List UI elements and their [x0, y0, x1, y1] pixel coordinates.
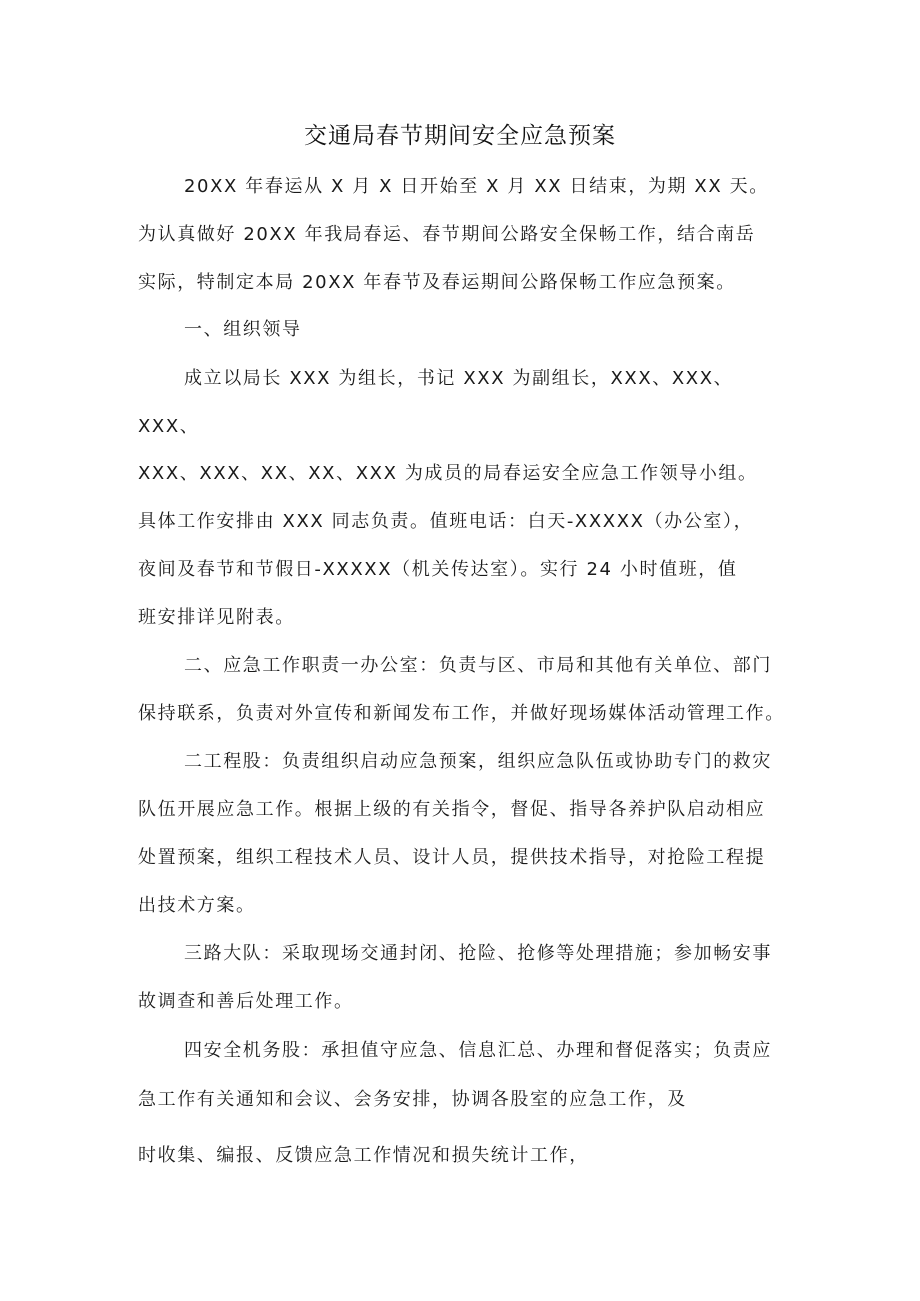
paragraph-line: 二工程股：负责组织启动应急预案，组织应急队伍或协助专门的救灾: [184, 751, 772, 772]
paragraph-line: 班安排详见附表。: [138, 607, 295, 628]
paragraph-line: XXX、XXX、XX、XX、XXX 为成员的局春运安全应急工作领导小组。: [138, 463, 758, 484]
section-heading: 一、组织领导: [184, 319, 302, 340]
paragraph-line: 夜间及春节和节假日-XXXXX（机关传达室）。实行 24 小时值班，值: [138, 559, 738, 580]
paragraph-line: 保持联系，负责对外宣传和新闻发布工作，并做好现场媒体活动管理工作。: [138, 703, 785, 724]
paragraph-line: XXX、: [138, 416, 200, 437]
paragraph-line: 实际，特制定本局 20XX 年春节及春运期间公路保畅工作应急预案。: [138, 272, 736, 293]
paragraph-line: 时收集、编报、反馈应急工作情况和损失统计工作，: [138, 1145, 589, 1166]
paragraph-line: 成立以局长 XXX 为组长，书记 XXX 为副组长，XXX、XXX、: [184, 368, 734, 389]
paragraph-line: 四安全机务股：承担值守应急、信息汇总、办理和督促落实；负责应: [184, 1040, 772, 1061]
paragraph-line: 出技术方案。: [138, 895, 256, 916]
paragraph-line: 三路大队：采取现场交通封闭、抢险、抢修等处理措施；参加畅安事: [184, 943, 772, 964]
paragraph-line: 故调查和善后处理工作。: [138, 991, 354, 1012]
paragraph-line: 为认真做好 20XX 年我局春运、春节期间公路安全保畅工作，结合南岳: [138, 224, 756, 245]
paragraph-line: 二、应急工作职责一办公室：负责与区、市局和其他有关单位、部门: [184, 655, 772, 676]
paragraph-line: 20XX 年春运从 X 月 X 日开始至 X 月 XX 日结束，为期 XX 天。: [184, 176, 769, 197]
paragraph-line: 急工作有关通知和会议、会务安排，协调各股室的应急工作，及: [138, 1089, 687, 1110]
paragraph-line: 具体工作安排由 XXX 同志负责。值班电话：白天-XXXXX（办公室），: [138, 511, 754, 532]
document-title: 交通局春节期间安全应急预案: [304, 123, 616, 149]
paragraph-line: 处置预案，组织工程技术人员、设计人员，提供技术指导，对抢险工程提: [138, 847, 766, 868]
paragraph-line: 队伍开展应急工作。根据上级的有关指令，督促、指导各养护队启动相应: [138, 799, 766, 820]
